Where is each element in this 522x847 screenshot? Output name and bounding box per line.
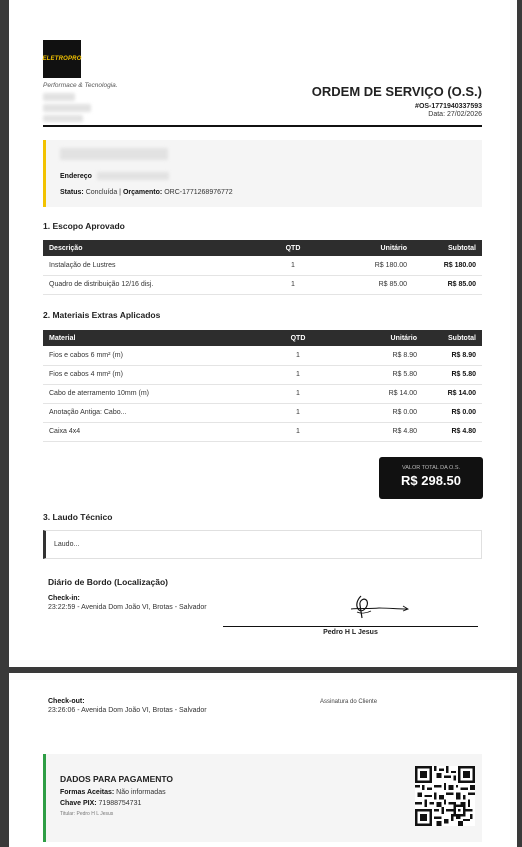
signature-image: [339, 592, 411, 622]
budget-value: ORC-1771268976772: [164, 189, 233, 196]
payment-forms: Formas Aceitas: Não informadas: [60, 789, 166, 796]
client-signature-label: Assinatura do Cliente: [320, 699, 378, 705]
col-subtotal: Subtotal: [423, 330, 482, 346]
os-date: Data: 27/02/2026: [428, 111, 482, 118]
table-row: Quadro de distribuição 12/16 disj. 1 R$ 85.00 R$ 85.00: [43, 275, 482, 294]
total-value: R$ 298.50: [401, 473, 461, 488]
checkin-text: 23:22:59 - Avenida Dom João VI, Brotas - Salvador: [48, 604, 207, 611]
table-row: Instalação de Lustres 1 R$ 180.00 R$ 180.00: [43, 256, 482, 275]
report-section-title: 3. Laudo Técnico: [43, 512, 113, 522]
payment-box: [43, 754, 482, 842]
table-row: Fios e cabos 6 mm² (m) 1 R$ 8.90 R$ 8.90: [43, 346, 482, 365]
pix-qr-code: [415, 766, 475, 826]
materials-table: [43, 330, 482, 442]
redacted-company-info: [43, 104, 91, 112]
scope-section-title: 1. Escopo Aprovado: [43, 221, 125, 231]
logo-text: ELETROPRO: [42, 56, 82, 62]
col-unit-price: Unitário: [343, 330, 423, 346]
payment-holder: Titular: Pedro H L Jesus: [60, 811, 114, 817]
total-label: VALOR TOTAL DA O.S.: [401, 465, 461, 471]
os-number: #OS-1771940337593: [415, 103, 482, 110]
diary-title: Diário de Bordo (Localização): [48, 577, 168, 587]
scope-table: [43, 240, 482, 295]
col-material: Material: [43, 330, 253, 346]
table-header-row: [43, 240, 482, 256]
technician-name: Pedro H L Jesus: [323, 629, 378, 636]
report-text: Laudo...: [54, 541, 80, 548]
checkout-label: Check-out:: [48, 698, 85, 705]
document-title: ORDEM DE SERVIÇO (O.S.): [311, 84, 482, 99]
redacted-company-info: [43, 115, 83, 122]
company-tagline: Performace & Tecnologia.: [43, 82, 118, 89]
document-page-1: [9, 0, 517, 667]
col-subtotal: Subtotal: [413, 240, 482, 256]
table-header-row: [43, 330, 482, 346]
header-divider: [43, 125, 482, 127]
total-value-box: [379, 457, 483, 499]
col-qty: QTD: [253, 240, 333, 256]
table-row: Anotação Antiga: Cabo... 1 R$ 0.00 R$ 0.00: [43, 403, 482, 422]
payment-title: DADOS PARA PAGAMENTO: [60, 774, 174, 784]
client-address: Endereço: [60, 173, 92, 180]
redacted-client-name: [60, 148, 168, 160]
payment-pix: Chave PIX: 71988754731: [60, 800, 142, 807]
col-description: Descrição: [43, 240, 253, 256]
checkout-text: 23:26:06 - Avenida Dom João VI, Brotas - Salvador: [48, 707, 207, 714]
table-row: Fios e cabos 4 mm² (m) 1 R$ 5.80 R$ 5.80: [43, 365, 482, 384]
signature-line: [223, 626, 478, 627]
report-box: [43, 530, 482, 559]
materials-section-title: 2. Materiais Extras Aplicados: [43, 310, 161, 320]
redacted-address: [97, 172, 169, 180]
col-qty: QTD: [253, 330, 343, 346]
table-row: Cabo de aterramento 10mm (m) 1 R$ 14.00 R$ 14.00: [43, 384, 482, 403]
table-row: Caixa 4x4 1 R$ 4.80 R$ 4.80: [43, 422, 482, 441]
document-page-2: [9, 673, 517, 847]
col-unit-price: Unitário: [333, 240, 413, 256]
client-info-box: [43, 140, 482, 207]
redacted-company-info: [43, 93, 75, 101]
company-logo: [43, 40, 81, 78]
client-status: Status: Concluída | Orçamento: ORC-1771268976772: [60, 189, 233, 196]
checkin-label: Check-in:: [48, 595, 80, 602]
status-value: Concluída: [85, 189, 118, 196]
